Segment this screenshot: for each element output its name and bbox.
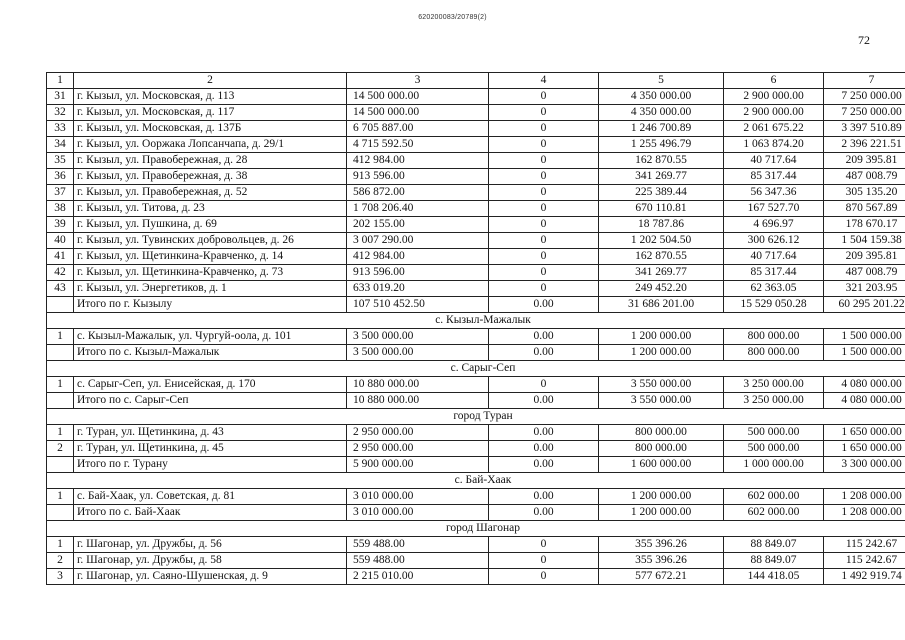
address-cell: г. Кызыл, ул. Тувинских добровольцев, д. 26 (74, 233, 347, 249)
address-cell: с. Сарыг-Сеп, ул. Енисейская, д. 170 (74, 377, 347, 393)
col-4-value-cell: 0.00 (489, 329, 599, 345)
row-number-cell: 42 (47, 265, 74, 281)
col-4-value-cell: 0 (489, 137, 599, 153)
address-cell: г. Кызыл, ул. Правобережная, д. 28 (74, 153, 347, 169)
col-5-value-cell: 1 200 000.00 (599, 489, 724, 505)
row-number-cell (47, 393, 74, 409)
total-cost-cell: 412 984.00 (347, 153, 489, 169)
col-7-value-cell: 1 650 000.00 (824, 425, 905, 441)
housing-table (46, 72, 905, 585)
total-row (47, 457, 905, 473)
total-cost-cell: 10 880 000.00 (347, 393, 489, 409)
table-row (47, 489, 905, 505)
col-5-value-cell: 1 200 000.00 (599, 505, 724, 521)
col-4-value-cell: 0 (489, 265, 599, 281)
col-6-value-cell: 40 717.64 (724, 249, 824, 265)
col-7-value-cell: 115 242.67 (824, 553, 905, 569)
row-number-cell: 39 (47, 217, 74, 233)
table-row (47, 137, 905, 153)
col-7-value-cell: 4 080 000.00 (824, 393, 905, 409)
row-number-cell (47, 505, 74, 521)
table-row (47, 425, 905, 441)
col-7-value-cell: 178 670.17 (824, 217, 905, 233)
address-cell: Итого по с. Кызыл-Мажалык (74, 345, 347, 361)
section-title: с. Сарыг-Сеп (47, 361, 905, 377)
col-4-value-cell: 0 (489, 377, 599, 393)
col-6-value-cell: 144 418.05 (724, 569, 824, 585)
header-cell: 3 (347, 73, 489, 89)
total-cost-cell: 107 510 452.50 (347, 297, 489, 313)
col-4-value-cell: 0 (489, 217, 599, 233)
col-6-value-cell: 88 849.07 (724, 537, 824, 553)
col-6-value-cell: 15 529 050.28 (724, 297, 824, 313)
col-7-value-cell: 209 395.81 (824, 249, 905, 265)
section-header-row (47, 409, 905, 425)
address-cell: г. Кызыл, ул. Правобережная, д. 52 (74, 185, 347, 201)
section-title: с. Кызыл-Мажалык (47, 313, 905, 329)
col-7-value-cell: 7 250 000.00 (824, 89, 905, 105)
col-5-value-cell: 1 200 000.00 (599, 329, 724, 345)
col-5-value-cell: 341 269.77 (599, 169, 724, 185)
col-6-value-cell: 500 000.00 (724, 441, 824, 457)
col-5-value-cell: 1 246 700.89 (599, 121, 724, 137)
col-4-value-cell: 0 (489, 569, 599, 585)
address-cell: г. Кызыл, ул. Щетинкина-Кравченко, д. 14 (74, 249, 347, 265)
total-cost-cell: 2 215 010.00 (347, 569, 489, 585)
header-row (47, 73, 905, 89)
total-cost-cell: 1 708 206.40 (347, 201, 489, 217)
address-cell: с. Бай-Хаак, ул. Советская, д. 81 (74, 489, 347, 505)
total-cost-cell: 633 019.20 (347, 281, 489, 297)
table-row (47, 569, 905, 585)
col-6-value-cell: 56 347.36 (724, 185, 824, 201)
row-number-cell: 33 (47, 121, 74, 137)
total-cost-cell: 559 488.00 (347, 553, 489, 569)
col-7-value-cell: 1 500 000.00 (824, 329, 905, 345)
header-cell: 1 (47, 73, 74, 89)
col-5-value-cell: 577 672.21 (599, 569, 724, 585)
col-6-value-cell: 167 527.70 (724, 201, 824, 217)
table-row (47, 249, 905, 265)
col-5-value-cell: 4 350 000.00 (599, 89, 724, 105)
table-row (47, 537, 905, 553)
page-number: 72 (858, 33, 870, 47)
col-7-value-cell: 1 650 000.00 (824, 441, 905, 457)
total-row (47, 393, 905, 409)
total-cost-cell: 3 500 000.00 (347, 345, 489, 361)
total-cost-cell: 3 010 000.00 (347, 489, 489, 505)
col-4-value-cell: 0 (489, 185, 599, 201)
row-number-cell: 1 (47, 329, 74, 345)
col-4-value-cell: 0 (489, 121, 599, 137)
col-6-value-cell: 3 250 000.00 (724, 377, 824, 393)
col-4-value-cell: 0 (489, 105, 599, 121)
col-6-value-cell: 40 717.64 (724, 153, 824, 169)
row-number-cell (47, 457, 74, 473)
table-row (47, 105, 905, 121)
col-7-value-cell: 305 135.20 (824, 185, 905, 201)
row-number-cell: 43 (47, 281, 74, 297)
col-6-value-cell: 4 696.97 (724, 217, 824, 233)
col-4-value-cell: 0 (489, 169, 599, 185)
row-number-cell: 3 (47, 569, 74, 585)
col-7-value-cell: 3 397 510.89 (824, 121, 905, 137)
row-number-cell: 40 (47, 233, 74, 249)
section-title: с. Бай-Хаак (47, 473, 905, 489)
table-row (47, 377, 905, 393)
address-cell: г. Шагонар, ул. Дружбы, д. 56 (74, 537, 347, 553)
col-7-value-cell: 1 492 919.74 (824, 569, 905, 585)
col-7-value-cell: 1 208 000.00 (824, 505, 905, 521)
col-4-value-cell: 0.00 (489, 425, 599, 441)
col-5-value-cell: 162 870.55 (599, 249, 724, 265)
row-number-cell: 37 (47, 185, 74, 201)
total-cost-cell: 202 155.00 (347, 217, 489, 233)
address-cell: Итого по с. Сарыг-Сеп (74, 393, 347, 409)
address-cell: г. Шагонар, ул. Саяно-Шушенская, д. 9 (74, 569, 347, 585)
col-6-value-cell: 602 000.00 (724, 505, 824, 521)
table-row (47, 553, 905, 569)
address-cell: г. Кызыл, ул. Московская, д. 117 (74, 105, 347, 121)
address-cell: г. Кызыл, ул. Энергетиков, д. 1 (74, 281, 347, 297)
col-6-value-cell: 500 000.00 (724, 425, 824, 441)
total-cost-cell: 2 950 000.00 (347, 441, 489, 457)
table-row (47, 265, 905, 281)
total-cost-cell: 14 500 000.00 (347, 105, 489, 121)
total-cost-cell: 10 880 000.00 (347, 377, 489, 393)
col-5-value-cell: 1 202 504.50 (599, 233, 724, 249)
col-4-value-cell: 0 (489, 201, 599, 217)
section-header-row (47, 313, 905, 329)
row-number-cell: 35 (47, 153, 74, 169)
row-number-cell: 1 (47, 489, 74, 505)
table-row (47, 169, 905, 185)
table-row (47, 281, 905, 297)
col-4-value-cell: 0.00 (489, 345, 599, 361)
col-5-value-cell: 18 787.86 (599, 217, 724, 233)
table-row (47, 185, 905, 201)
col-6-value-cell: 88 849.07 (724, 553, 824, 569)
total-cost-cell: 586 872.00 (347, 185, 489, 201)
col-5-value-cell: 1 200 000.00 (599, 345, 724, 361)
address-cell: г. Туран, ул. Щетинкина, д. 43 (74, 425, 347, 441)
col-5-value-cell: 3 550 000.00 (599, 377, 724, 393)
col-4-value-cell: 0.00 (489, 393, 599, 409)
col-6-value-cell: 300 626.12 (724, 233, 824, 249)
col-6-value-cell: 85 317.44 (724, 265, 824, 281)
address-cell: г. Кызыл, ул. Правобережная, д. 38 (74, 169, 347, 185)
col-7-value-cell: 3 300 000.00 (824, 457, 905, 473)
document-id: 620200083/20789(2) (418, 14, 487, 21)
col-7-value-cell: 7 250 000.00 (824, 105, 905, 121)
row-number-cell: 1 (47, 377, 74, 393)
section-header-row (47, 361, 905, 377)
total-cost-cell: 913 596.00 (347, 169, 489, 185)
address-cell: Итого по с. Бай-Хаак (74, 505, 347, 521)
col-5-value-cell: 3 550 000.00 (599, 393, 724, 409)
section-title: город Шагонар (47, 521, 905, 537)
section-header-row (47, 521, 905, 537)
col-4-value-cell: 0.00 (489, 505, 599, 521)
address-cell: г. Туран, ул. Щетинкина, д. 45 (74, 441, 347, 457)
total-row (47, 505, 905, 521)
col-5-value-cell: 4 350 000.00 (599, 105, 724, 121)
address-cell: г. Шагонар, ул. Дружбы, д. 58 (74, 553, 347, 569)
col-5-value-cell: 800 000.00 (599, 441, 724, 457)
address-cell: с. Кызыл-Мажалык, ул. Чургуй-оола, д. 101 (74, 329, 347, 345)
col-6-value-cell: 3 250 000.00 (724, 393, 824, 409)
table-row (47, 89, 905, 105)
col-5-value-cell: 162 870.55 (599, 153, 724, 169)
col-4-value-cell: 0.00 (489, 441, 599, 457)
col-5-value-cell: 31 686 201.00 (599, 297, 724, 313)
total-cost-cell: 14 500 000.00 (347, 89, 489, 105)
col-4-value-cell: 0.00 (489, 457, 599, 473)
col-7-value-cell: 2 396 221.51 (824, 137, 905, 153)
total-cost-cell: 6 705 887.00 (347, 121, 489, 137)
row-number-cell: 2 (47, 441, 74, 457)
header-cell: 6 (724, 73, 824, 89)
col-6-value-cell: 2 900 000.00 (724, 89, 824, 105)
col-6-value-cell: 800 000.00 (724, 329, 824, 345)
header-cell: 2 (74, 73, 347, 89)
col-7-value-cell: 115 242.67 (824, 537, 905, 553)
address-cell: Итого по г. Кызылу (74, 297, 347, 313)
total-cost-cell: 3 007 290.00 (347, 233, 489, 249)
total-cost-cell: 3 010 000.00 (347, 505, 489, 521)
address-cell: Итого по г. Турану (74, 457, 347, 473)
col-6-value-cell: 2 061 675.22 (724, 121, 824, 137)
col-7-value-cell: 60 295 201.22 (824, 297, 905, 313)
col-6-value-cell: 85 317.44 (724, 169, 824, 185)
row-number-cell: 36 (47, 169, 74, 185)
col-4-value-cell: 0 (489, 553, 599, 569)
address-cell: г. Кызыл, ул. Ооржака Лопсанчапа, д. 29/1 (74, 137, 347, 153)
col-6-value-cell: 800 000.00 (724, 345, 824, 361)
col-7-value-cell: 321 203.95 (824, 281, 905, 297)
col-6-value-cell: 62 363.05 (724, 281, 824, 297)
row-number-cell: 38 (47, 201, 74, 217)
address-cell: г. Кызыл, ул. Пушкина, д. 69 (74, 217, 347, 233)
col-4-value-cell: 0 (489, 281, 599, 297)
col-7-value-cell: 1 500 000.00 (824, 345, 905, 361)
table-row (47, 201, 905, 217)
col-6-value-cell: 1 063 874.20 (724, 137, 824, 153)
table-row (47, 329, 905, 345)
col-5-value-cell: 355 396.26 (599, 553, 724, 569)
table-row (47, 233, 905, 249)
col-5-value-cell: 249 452.20 (599, 281, 724, 297)
row-number-cell: 32 (47, 105, 74, 121)
address-cell: г. Кызыл, ул. Московская, д. 137Б (74, 121, 347, 137)
address-cell: г. Кызыл, ул. Щетинкина-Кравченко, д. 73 (74, 265, 347, 281)
row-number-cell (47, 297, 74, 313)
row-number-cell: 1 (47, 425, 74, 441)
col-5-value-cell: 800 000.00 (599, 425, 724, 441)
col-4-value-cell: 0 (489, 537, 599, 553)
total-row (47, 297, 905, 313)
row-number-cell: 2 (47, 553, 74, 569)
col-4-value-cell: 0 (489, 89, 599, 105)
total-cost-cell: 412 984.00 (347, 249, 489, 265)
row-number-cell (47, 345, 74, 361)
col-4-value-cell: 0.00 (489, 297, 599, 313)
col-7-value-cell: 209 395.81 (824, 153, 905, 169)
total-cost-cell: 913 596.00 (347, 265, 489, 281)
row-number-cell: 1 (47, 537, 74, 553)
section-title: город Туран (47, 409, 905, 425)
address-cell: г. Кызыл, ул. Титова, д. 23 (74, 201, 347, 217)
address-cell: г. Кызыл, ул. Московская, д. 113 (74, 89, 347, 105)
col-4-value-cell: 0 (489, 233, 599, 249)
col-7-value-cell: 487 008.79 (824, 169, 905, 185)
col-7-value-cell: 1 208 000.00 (824, 489, 905, 505)
col-6-value-cell: 602 000.00 (724, 489, 824, 505)
total-cost-cell: 559 488.00 (347, 537, 489, 553)
col-7-value-cell: 870 567.89 (824, 201, 905, 217)
col-5-value-cell: 1 600 000.00 (599, 457, 724, 473)
table-row (47, 121, 905, 137)
col-5-value-cell: 670 110.81 (599, 201, 724, 217)
col-6-value-cell: 2 900 000.00 (724, 105, 824, 121)
total-row (47, 345, 905, 361)
col-4-value-cell: 0 (489, 249, 599, 265)
header-cell: 7 (824, 73, 905, 89)
col-4-value-cell: 0 (489, 153, 599, 169)
table-row (47, 441, 905, 457)
col-5-value-cell: 1 255 496.79 (599, 137, 724, 153)
total-cost-cell: 2 950 000.00 (347, 425, 489, 441)
table-row (47, 153, 905, 169)
total-cost-cell: 5 900 000.00 (347, 457, 489, 473)
header-cell: 5 (599, 73, 724, 89)
col-5-value-cell: 225 389.44 (599, 185, 724, 201)
col-6-value-cell: 1 000 000.00 (724, 457, 824, 473)
total-cost-cell: 3 500 000.00 (347, 329, 489, 345)
row-number-cell: 31 (47, 89, 74, 105)
col-7-value-cell: 4 080 000.00 (824, 377, 905, 393)
section-header-row (47, 473, 905, 489)
col-5-value-cell: 341 269.77 (599, 265, 724, 281)
table-row (47, 217, 905, 233)
col-7-value-cell: 1 504 159.38 (824, 233, 905, 249)
col-5-value-cell: 355 396.26 (599, 537, 724, 553)
col-4-value-cell: 0.00 (489, 489, 599, 505)
total-cost-cell: 4 715 592.50 (347, 137, 489, 153)
row-number-cell: 34 (47, 137, 74, 153)
row-number-cell: 41 (47, 249, 74, 265)
header-cell: 4 (489, 73, 599, 89)
col-7-value-cell: 487 008.79 (824, 265, 905, 281)
